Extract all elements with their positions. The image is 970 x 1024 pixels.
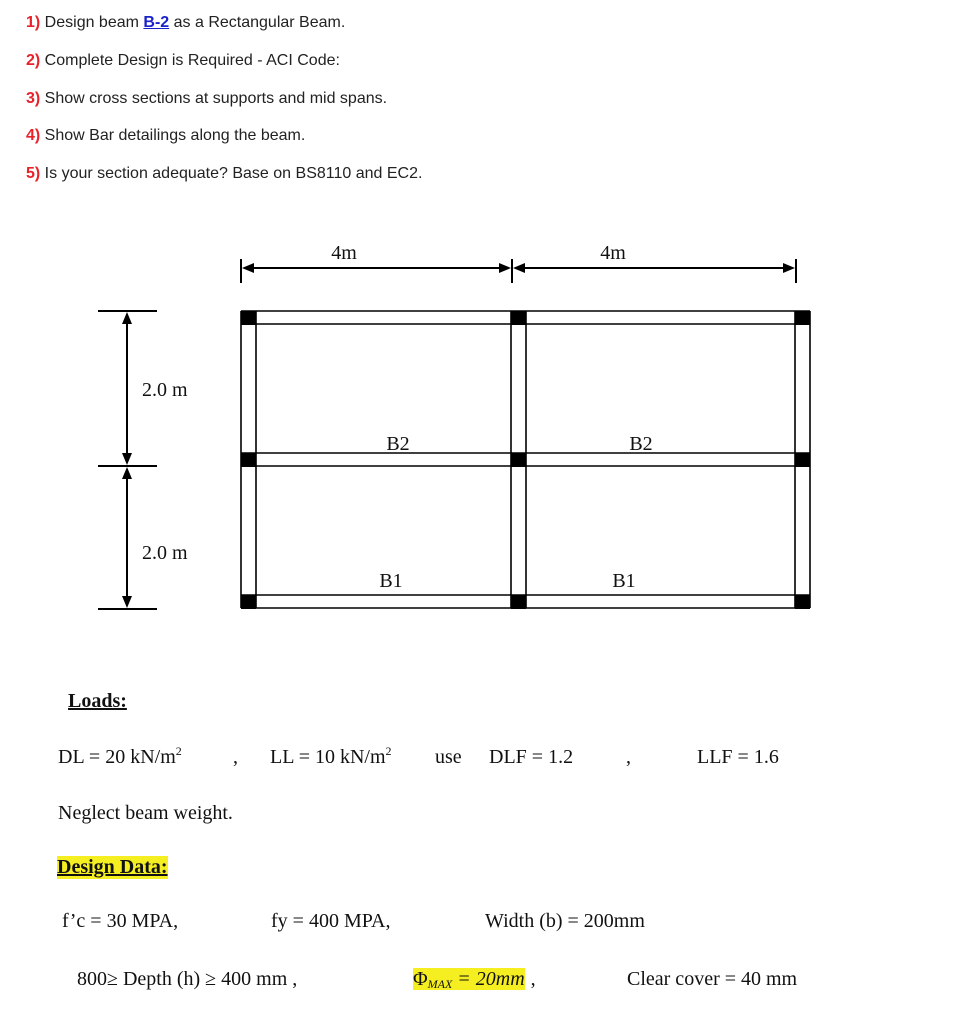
arrow-head [783,263,795,273]
column [511,311,526,325]
task-number: 3) [26,90,41,107]
column [241,311,256,325]
arrow-head [122,596,132,608]
height-dimension [98,311,157,609]
task-text: Design beam [40,14,144,31]
clear-cover: Clear cover = 40 mm [627,968,798,990]
unit-exponent: 2 [175,744,182,758]
neglect-note: Neglect beam weight. [58,802,233,824]
column [795,595,810,609]
column [511,595,526,609]
task-text: Show Bar detailings along the beam. [40,127,306,144]
loads-heading: Loads: [68,690,127,712]
beam-label-b1-left: B1 [379,570,403,592]
separator: , [530,968,536,990]
dead-load-value: DL = 20 kN/m [58,746,176,768]
phi-symbol: Φ [413,968,428,990]
task-number: 1) [26,14,41,31]
beam-b2-link[interactable]: B-2 [143,14,170,31]
arrow-head [122,467,132,479]
dead-load [58,746,182,769]
arrow-head [499,263,511,273]
height-label-top: 2.0 m [142,379,188,401]
depth-range: 800≥ Depth (h) ≥ 400 mm , [77,968,298,990]
column [795,453,810,467]
span-label-left: 4m [331,242,357,264]
phi-subscript: MAX [427,977,453,991]
column [795,311,810,325]
separator: , [233,746,238,768]
arrow-head [513,263,525,273]
beam-label-b1-right: B1 [612,570,636,592]
column [241,595,256,609]
separator: , [626,746,631,768]
beam-label-b2-left: B2 [386,433,410,455]
design-data-heading: Design Data: [57,856,168,878]
live-load-value: LL = 10 kN/m [270,746,386,768]
arrow-head [122,453,132,465]
task-text: Show cross sections at supports and mid spans. [40,90,388,107]
live-load [270,746,392,769]
unit-exponent: 2 [385,744,392,758]
column [511,453,526,467]
span-label-right: 4m [600,242,626,264]
span-dimension [241,259,796,283]
beam-width: Width (b) = 200mm [485,910,645,932]
use-text: use [435,746,462,768]
task-text: Complete Design is Required - ACI Code: [40,52,340,69]
phi-value: = 20mm [452,968,525,990]
steel-yield: fy = 400 MPA, [271,910,391,932]
height-label-bottom: 2.0 m [142,542,188,564]
dead-load-factor: DLF = 1.2 [489,746,574,768]
concrete-strength: f’c = 30 MPA, [62,910,179,932]
task-text: as a Rectangular Beam. [169,14,346,31]
task-text: Is your section adequate? Base on BS8110 and EC2. [40,165,423,182]
live-load-factor: LLF = 1.6 [697,746,779,768]
arrow-head [242,263,254,273]
task-number: 5) [26,165,41,182]
phi-max-highlight [413,968,525,990]
column [241,453,256,467]
task-number: 2) [26,52,41,69]
max-bar-diameter [413,968,536,991]
beam-label-b2-right: B2 [629,433,653,455]
arrow-head [122,312,132,324]
task-number: 4) [26,127,41,144]
